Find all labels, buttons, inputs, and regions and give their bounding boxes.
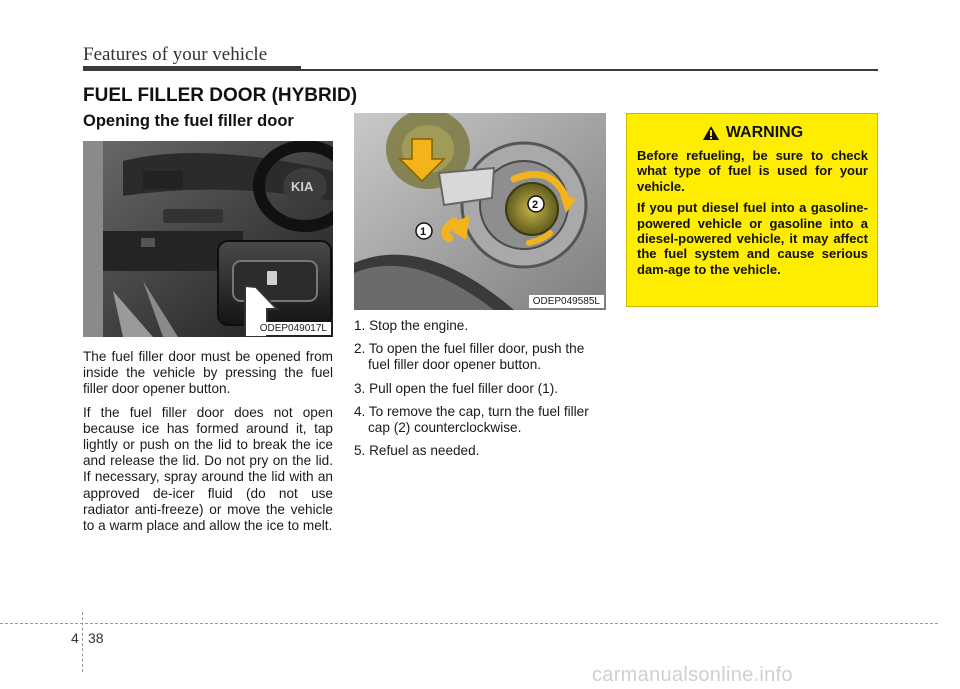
- section-title: FUEL FILLER DOOR (HYBRID): [83, 85, 358, 106]
- dashboard-photo: [83, 141, 333, 337]
- fuel-door-photo: [354, 113, 606, 310]
- callout-2: 2: [532, 199, 539, 211]
- warning-title: WARNING: [725, 124, 804, 141]
- page-number: 38: [88, 630, 104, 646]
- step-item: 3. Pull open the fuel filler door (1).: [354, 380, 559, 396]
- footer-divider: [82, 612, 83, 672]
- warning-triangle-icon: [702, 125, 720, 141]
- header-rule-thin: [301, 69, 878, 71]
- callout-1: 1: [420, 226, 427, 238]
- watermark: carmanualsonline.info: [592, 664, 793, 686]
- warning-paragraph-1: Before refueling, be sure to check what type of fuel is used for your vehicle.: [637, 148, 868, 194]
- left-column: [83, 112, 333, 541]
- paragraph-1: The fuel filler door must be opened from inside the vehicle by pressing the fuel filler door opener button.: [83, 349, 333, 397]
- subhead: Opening the fuel filler door: [83, 112, 294, 130]
- warning-paragraph-2: If you put diesel fuel into a gasoline-powered vehicle or gasoline into a diesel-powered vehicle, it may affect the fuel system and cause serious dam-age to the vehicle.: [637, 200, 868, 277]
- steps-list: [354, 318, 606, 459]
- step-item: 4. To remove the cap, turn the fuel filler cap (2) counterclockwise.: [354, 403, 589, 436]
- running-header: Features of your vehicle: [83, 44, 268, 65]
- step-item: 2. To open the fuel filler door, push the fuel filler door opener button.: [354, 341, 585, 373]
- fuel-door-illustration: [354, 113, 606, 310]
- svg-text:KIA: KIA: [291, 179, 314, 194]
- warning-header: [637, 124, 868, 142]
- header-rule-thick: [83, 66, 301, 71]
- image-code-label: ODEP049017L: [256, 322, 331, 335]
- dashboard-illustration: [83, 141, 333, 337]
- middle-column: [354, 113, 606, 466]
- step-item: 5. Refuel as needed.: [354, 443, 480, 459]
- footer-rule: [0, 623, 938, 624]
- image-code-label: ODEP049585L: [529, 295, 604, 308]
- step-item: 1. Stop the engine.: [354, 318, 469, 333]
- warning-box: [626, 113, 878, 307]
- chapter-number: 4: [71, 630, 79, 646]
- paragraph-2: If the fuel filler door does not open because ice has formed around it, tap lightly or push on the lid to break the ice and release the lid. Do not pry on the lid. If necessary, spray around the lid with an approved de-icer fluid (do not use radiator anti-freeze) or move the vehicle to a warm place and allow the ice to melt.: [83, 404, 333, 534]
